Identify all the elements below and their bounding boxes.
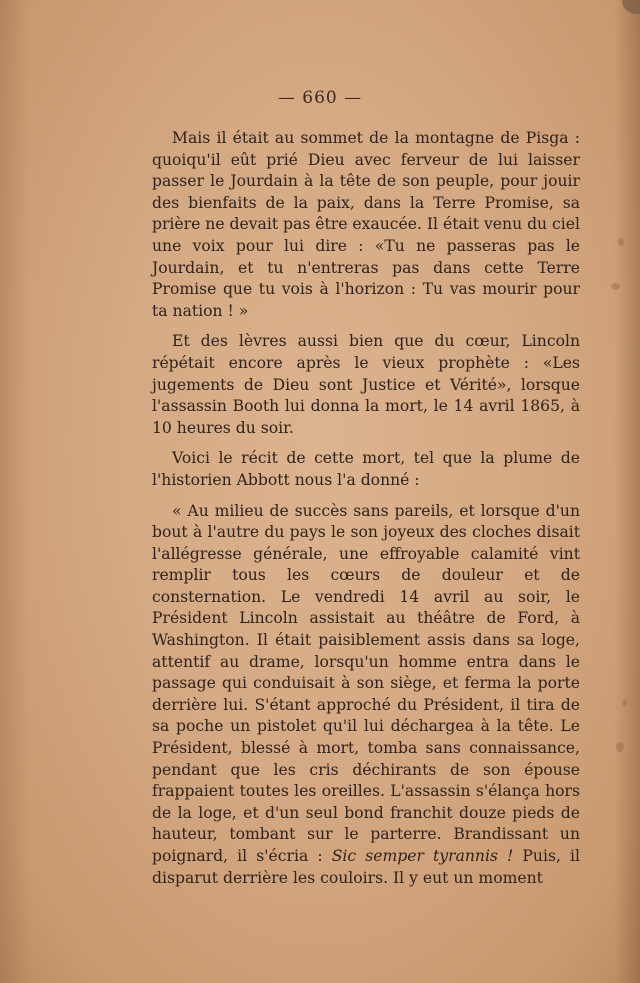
paragraph-abbott-quote [152,501,580,890]
page-right-shading [614,0,640,983]
paper-spot [622,700,627,706]
paragraph-lincoln-death: Et des lèvres aussi bien que du cœur, Lincoln répétait encore après le vieux prophète : «Les jugements de Dieu sont Justice et Vérité», lorsque l'assassin Booth lui donna la mort, le 14 avril 1865, à 10 heures du soir. [152,332,580,437]
paper-spot [616,742,624,752]
paper-spot [618,238,624,246]
paragraph-abbott-intro: Voici le récit de cette mort, tel que la plume de l'historien Abbott nous l'a donné : [152,449,580,489]
paper-spot [611,283,620,290]
quote-text-start: « Au milieu de succès sans pareils, et lorsque d'un bout à l'autre du pays le son joyeux des cloches disait l'allégresse générale, une effroyable calamité vint remplir tous les cœurs de douleur et de consternation. Le vendredi 14 avril au soir, le Président Lincoln assistait au théâtre de Ford, à Washington. Il était paisiblement assis dans sa loge, attentif au drame, lorsqu'un homme entra dans le passage qui conduisait à son siège, et ferma la porte derrière lui. S'étant approché du Président, il tira de sa poche un pistolet qu'il lui déchargea à la tête. Le Président, blessé à mort, tomba sans connaissance, pendant que les cris déchirants de son épouse frappaient toutes les oreilles. L'assassin s'élança hors de la loge, et d'un seul bond franchit douze pieds de hauteur, tombant sur le parterre. Brandissant un poignard, il s'écria : [152,501,580,865]
body-text [152,128,580,898]
page-number: — 660 — [277,88,363,108]
page-left-shading [0,0,30,983]
quote-italic-phrase: Sic semper tyrannis ! [331,847,514,865]
paragraph-pisga: Mais il était au sommet de la montagne de Pisga : quoiqu'il eût prié Dieu avec ferveur de lui laisser passer le Jourdain à la tête de son peuple, pour jouir des bienfaits de la paix, dans la Terre Promise, sa prière ne devait pas être exaucée. Il était venu du ciel une voix pour lui dire : «Tu ne passeras pas le Jourdain, et tu n'entreras pas dans cette Terre Promise que tu vois à l'horizon : Tu vas mourir pour ta nation ! » [152,129,580,320]
quote-text-end: Puis, il disparut derrière les couloirs. Il y eut un moment [152,847,581,887]
